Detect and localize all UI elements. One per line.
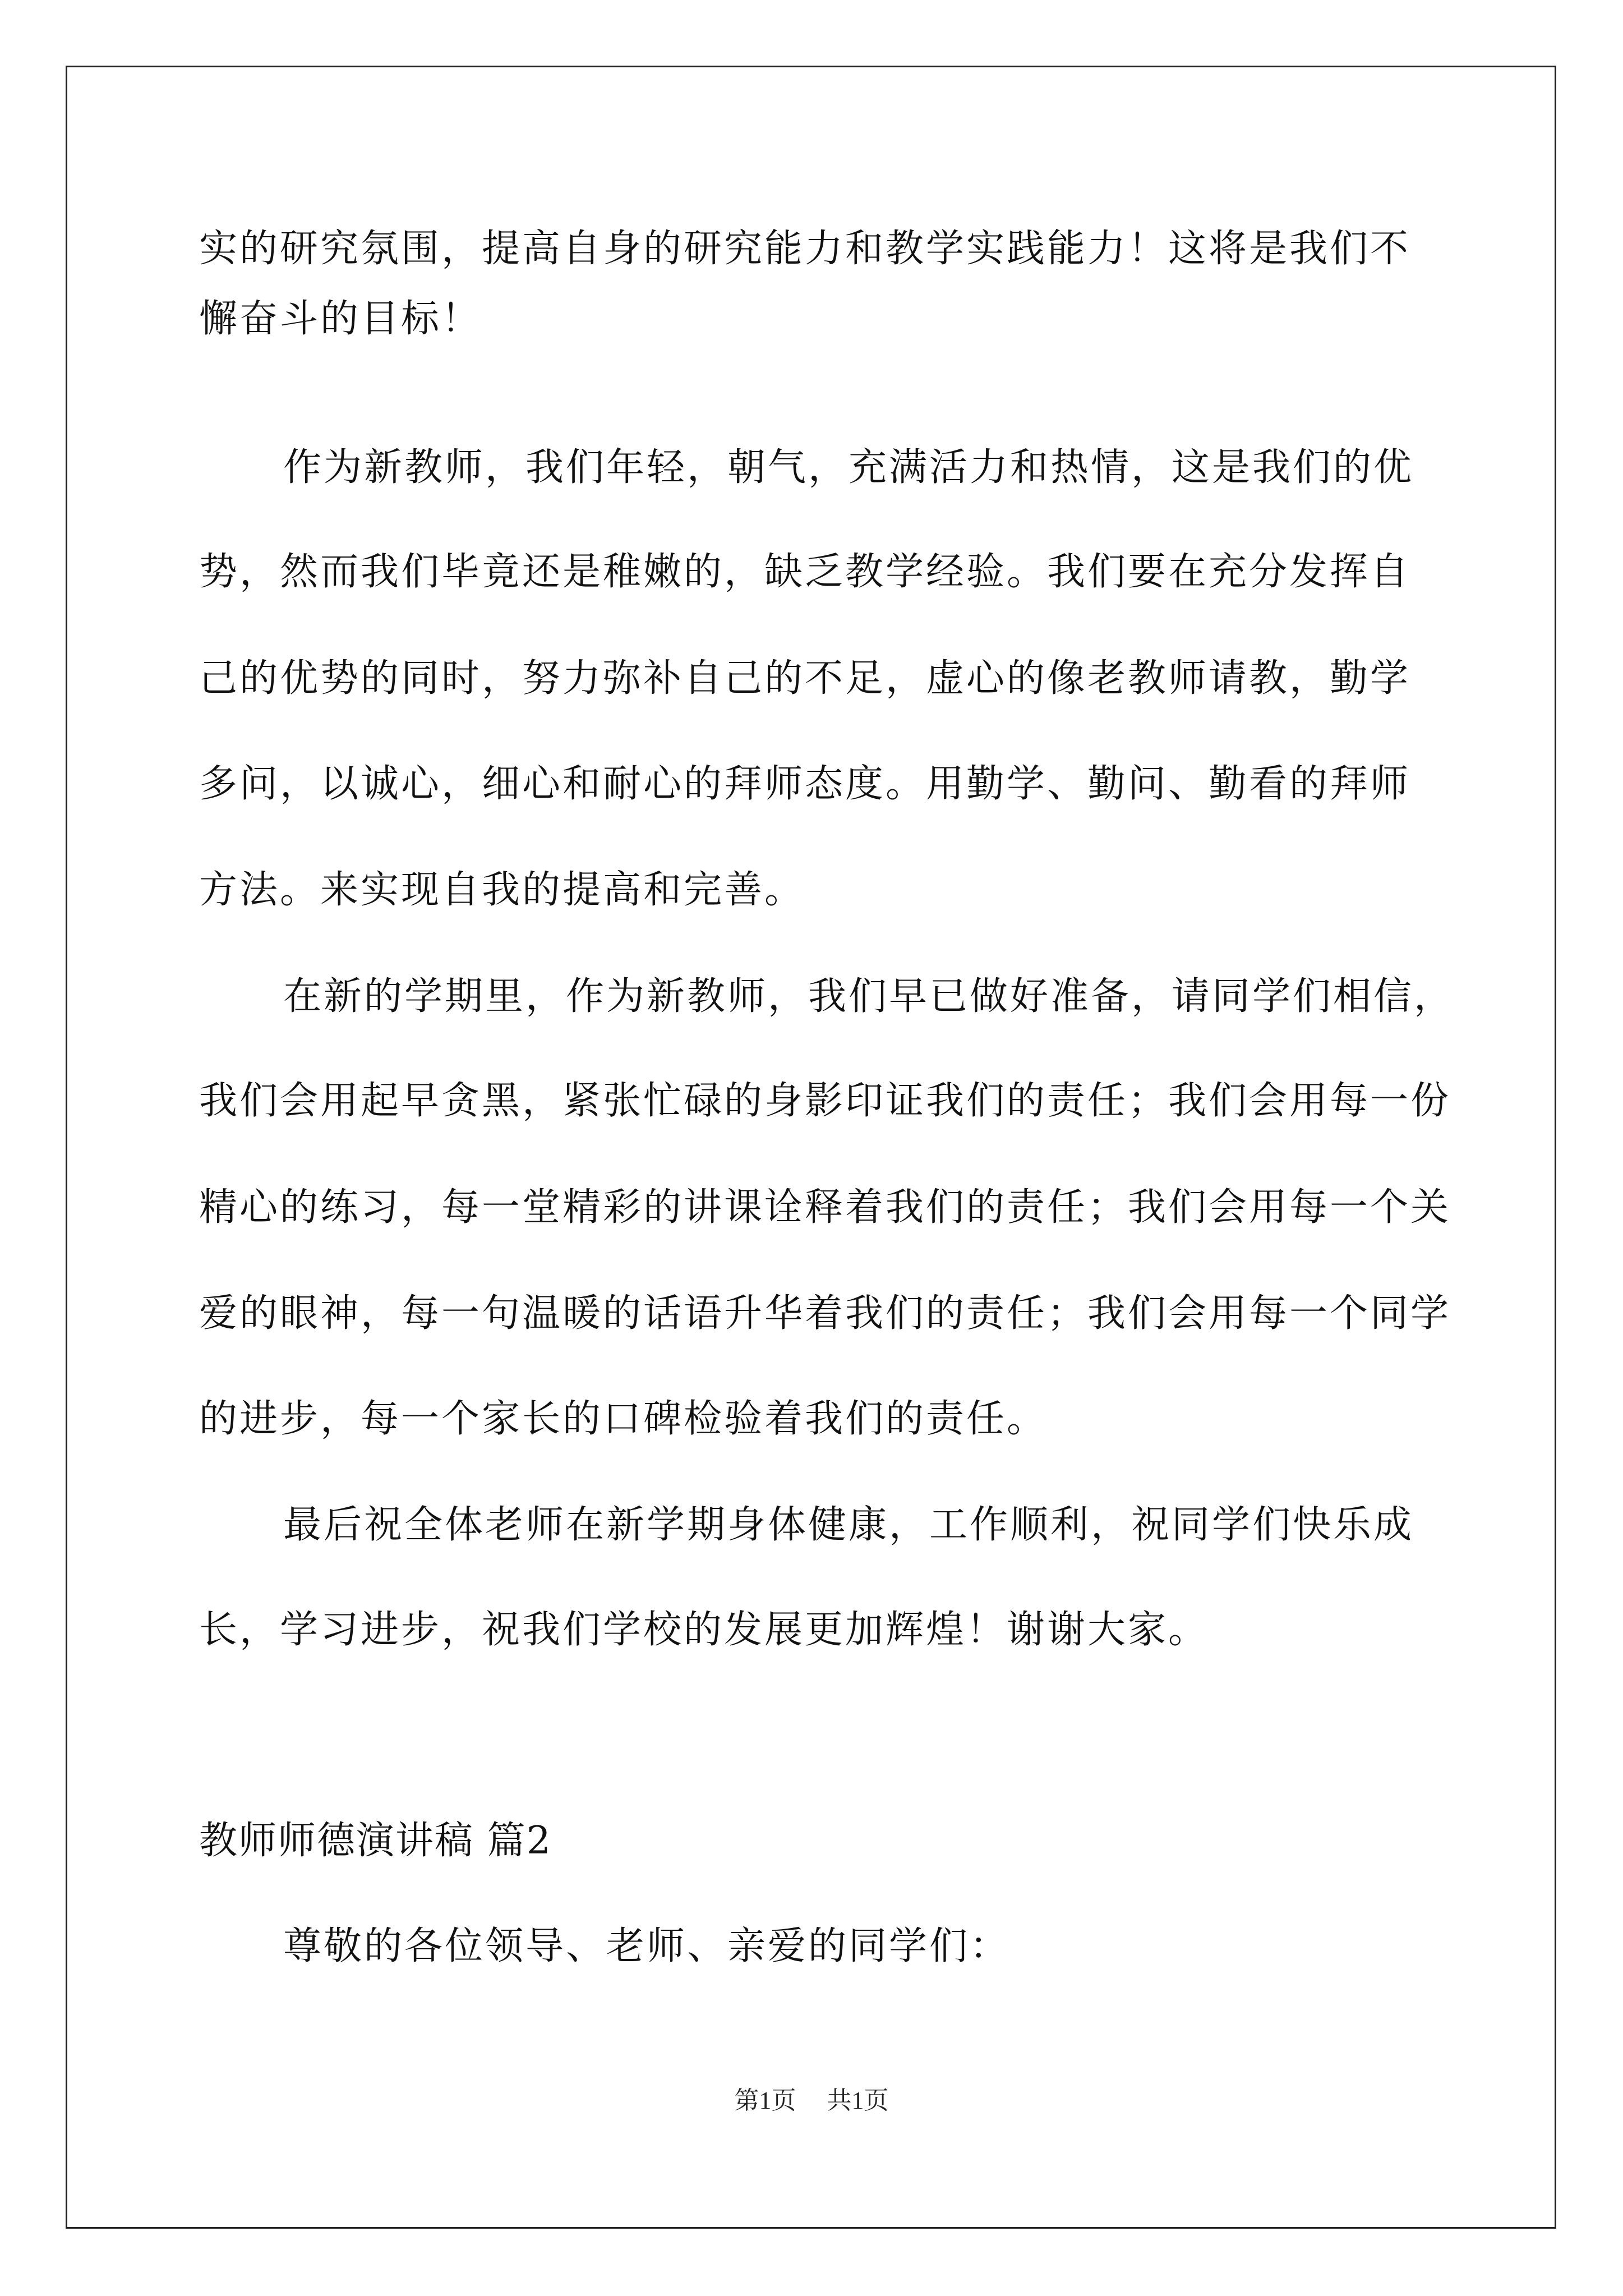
text-line: 实的研究氛围，提高自身的研究能力和教学实践能力！这将是我们不 [199, 227, 1411, 271]
paragraph-start-line: 最后祝全体老师在新学期身体健康，工作顺利，祝同学们快乐成 [283, 1503, 1414, 1547]
text-line: 懈奋斗的目标！ [199, 297, 482, 341]
text-line: 势，然而我们毕竟还是稚嫩的，缺乏教学经验。我们要在充分发挥自 [199, 550, 1411, 594]
text-line: 己的优势的同时，努力弥补自己的不足，虚心的像老教师请教，勤学 [199, 656, 1411, 701]
text-line: 爱的眼神，每一句温暖的话语升华着我们的责任；我们会用每一个同学 [199, 1291, 1451, 1336]
page-total: 共1页 [827, 2087, 889, 2114]
text-line: 我们会用起早贪黑，紧张忙碌的身影印证我们的责任；我们会用每一份 [199, 1079, 1451, 1123]
paragraph-start-line: 作为新教师，我们年轻，朝气，充满活力和热情，这是我们的优 [283, 445, 1414, 490]
page-number: 第1页 [734, 2087, 796, 2114]
text-line: 精心的练习，每一堂精彩的讲课诠释着我们的责任；我们会用每一个关 [199, 1185, 1451, 1230]
page-border [66, 66, 1556, 2229]
text-line: 的进步，每一个家长的口碑检验着我们的责任。 [199, 1397, 1048, 1441]
greeting-line: 尊敬的各位领导、老师、亲爱的同学们： [283, 1924, 1011, 1968]
section-title: 教师师德演讲稿 篇2 [199, 1819, 552, 1863]
text-line: 多问，以诚心，细心和耐心的拜师态度。用勤学、勤问、勤看的拜师 [199, 762, 1411, 806]
paragraph-start-line: 在新的学期里，作为新教师，我们早已做好准备，请同学们相信， [283, 974, 1455, 1019]
page-footer [0, 2086, 1623, 2116]
text-line: 长，学习进步，祝我们学校的发展更加辉煌！谢谢大家。 [199, 1608, 1209, 1652]
text-line: 方法。来实现自我的提高和完善。 [199, 868, 805, 912]
